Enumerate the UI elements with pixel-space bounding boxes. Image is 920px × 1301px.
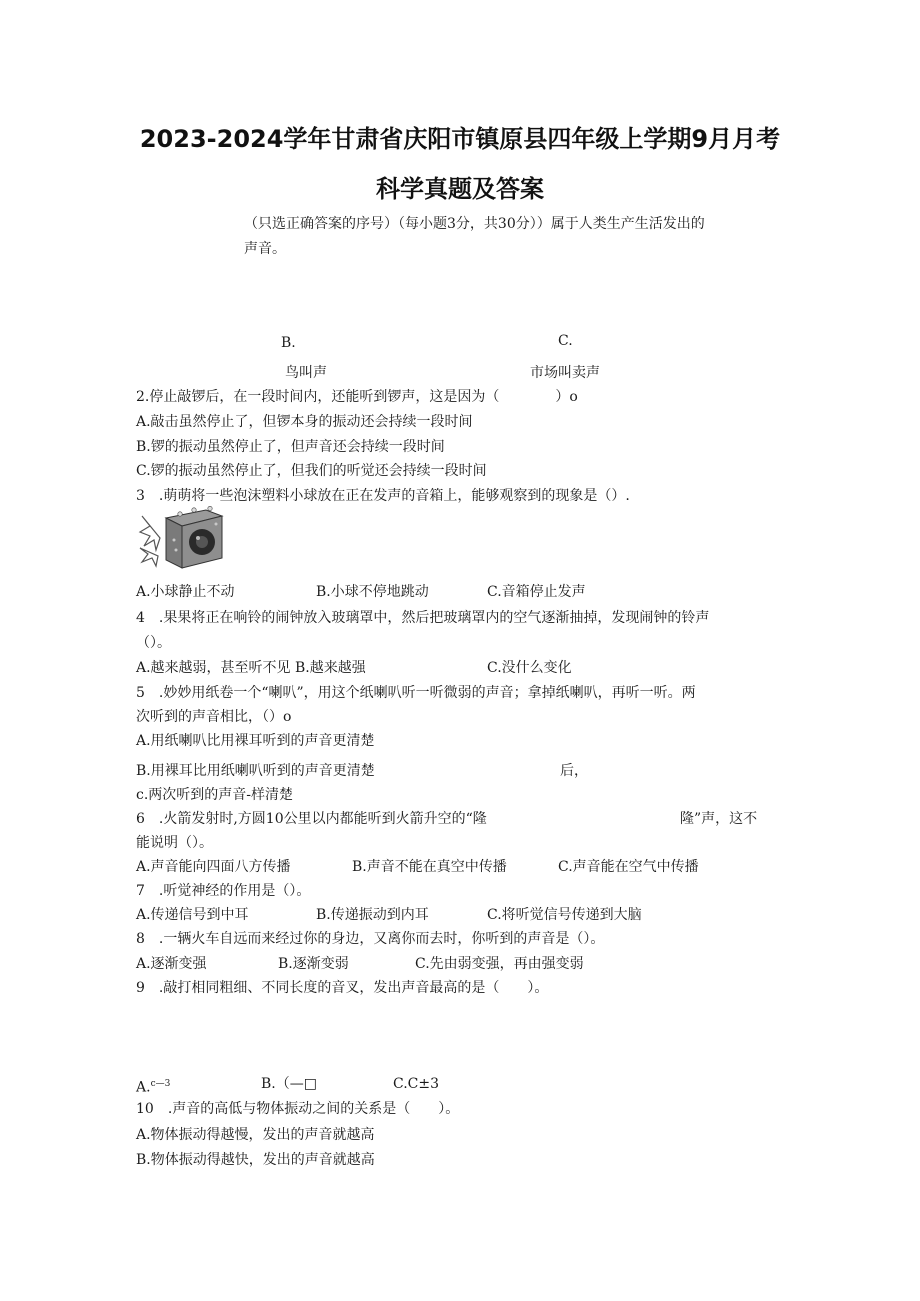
q3-stem: 3 .萌萌将一些泡沫塑料小球放在正在发声的音箱上，能够观察到的现象是（）.: [136, 488, 630, 504]
q9-option-a-small: c—3: [150, 1079, 171, 1089]
q2-option-c: C.锣的振动虽然停止了，但我们的听觉还会持续一段时间: [136, 463, 487, 479]
q9-option-a: [136, 1075, 170, 1097]
exam-title-line1: 2023-2024学年甘肃省庆阳市镇原县四年级上学期9月月考: [139, 125, 781, 153]
q1-option-c-text: 市场叫卖声: [530, 365, 600, 381]
q2-stem: 2.停止敲锣后，在一段时间内，还能听到锣声，这是因为（ ）o: [136, 389, 578, 405]
q6-stem-line1a: 6 .火箭发射时,方圆10公里以内都能听到火箭升空的“隆: [136, 811, 487, 827]
q6-stem-line1b: 隆”声，这不: [680, 811, 758, 827]
q6-option-c: C.声音能在空气中传播: [558, 859, 699, 875]
section-intro-line2: 声音。: [244, 241, 286, 257]
q6-stem-line2: 能说明（）。: [136, 835, 213, 851]
q7-stem: 7 .听觉神经的作用是（）。: [136, 883, 311, 899]
exam-title-line2: 科学真题及答案: [376, 175, 544, 203]
q3-option-b: B.小球不停地跳动: [316, 584, 429, 600]
q2-option-a: A.敲击虽然停止了，但锣本身的振动还会持续一段时间: [136, 414, 473, 430]
q9-option-b: B.（—□: [261, 1076, 317, 1092]
q5-stem-line1: 5 .妙妙用纸卷一个“喇叭”，用这个纸喇叭听一听微弱的声音；拿掉纸喇叭，再听一听。两: [136, 685, 696, 701]
q7-option-a: A.传递信号到中耳: [136, 907, 249, 923]
section-intro-line1: （只选正确答案的序号）（每小题3分，共30分））属于人类生产生活发出的: [244, 216, 705, 232]
q8-option-b: B.逐渐变弱: [278, 956, 349, 972]
q8-stem: 8 .一辆火车自远而来经过你的身边，又离你而去时，你听到的声音是（）。: [136, 931, 605, 947]
q3-option-a: A.小球静止不动: [136, 584, 235, 600]
q8-option-c: C.先由弱变强，再由强变弱: [415, 956, 584, 972]
q2-option-b: B.锣的振动虽然停止了，但声音还会持续一段时间: [136, 439, 445, 455]
q5-option-b: B.用裸耳比用纸喇叭听到的声音更清楚: [136, 763, 375, 779]
q5-option-c: c.两次听到的声音-样清楚: [136, 787, 294, 803]
q7-option-c: C.将听觉信号传递到大脑: [487, 907, 642, 923]
speaker-with-balls-icon: [136, 506, 226, 570]
q4-option-ab: A.越来越弱，甚至听不见 B.越来越强: [136, 660, 366, 676]
q5-option-b-tail: 后，: [560, 763, 588, 779]
q4-stem-line1: 4 .果果将正在响铃的闹钟放入玻璃罩中，然后把玻璃罩内的空气逐渐抽掉，发现闹钟的铃声: [136, 610, 710, 626]
q9-option-c: C.C±3: [393, 1076, 440, 1092]
q9-option-a-letter: A.: [136, 1079, 151, 1096]
q10-option-a: A.物体振动得越慢，发出的声音就越高: [136, 1127, 375, 1143]
q8-option-a: A.逐渐变强: [136, 956, 207, 972]
q1-option-b-letter: B.: [281, 335, 296, 351]
q5-stem-line2: 次听到的声音相比，（）o: [136, 709, 292, 725]
q10-option-b: B.物体振动得越快，发出的声音就越高: [136, 1152, 375, 1168]
q5-option-a: A.用纸喇叭比用裸耳听到的声音更清楚: [136, 733, 375, 749]
q6-option-a: A.声音能向四面八方传播: [136, 859, 291, 875]
q7-option-b: B.传递振动到内耳: [316, 907, 429, 923]
q1-option-c-letter: C.: [558, 333, 573, 349]
q4-stem-line2: （）。: [136, 635, 171, 651]
q4-option-c: C.没什么变化: [487, 660, 572, 676]
q1-option-b-text: 鸟叫声: [285, 365, 327, 381]
q9-stem: 9 .敲打相同粗细、不同长度的音叉，发出声音最高的是（ ）。: [136, 980, 549, 996]
q10-stem: 10 .声音的高低与物体振动之间的关系是（ ）。: [136, 1101, 460, 1117]
q3-option-c: C.音箱停止发声: [487, 584, 586, 600]
q6-option-b: B.声音不能在真空中传播: [352, 859, 507, 875]
